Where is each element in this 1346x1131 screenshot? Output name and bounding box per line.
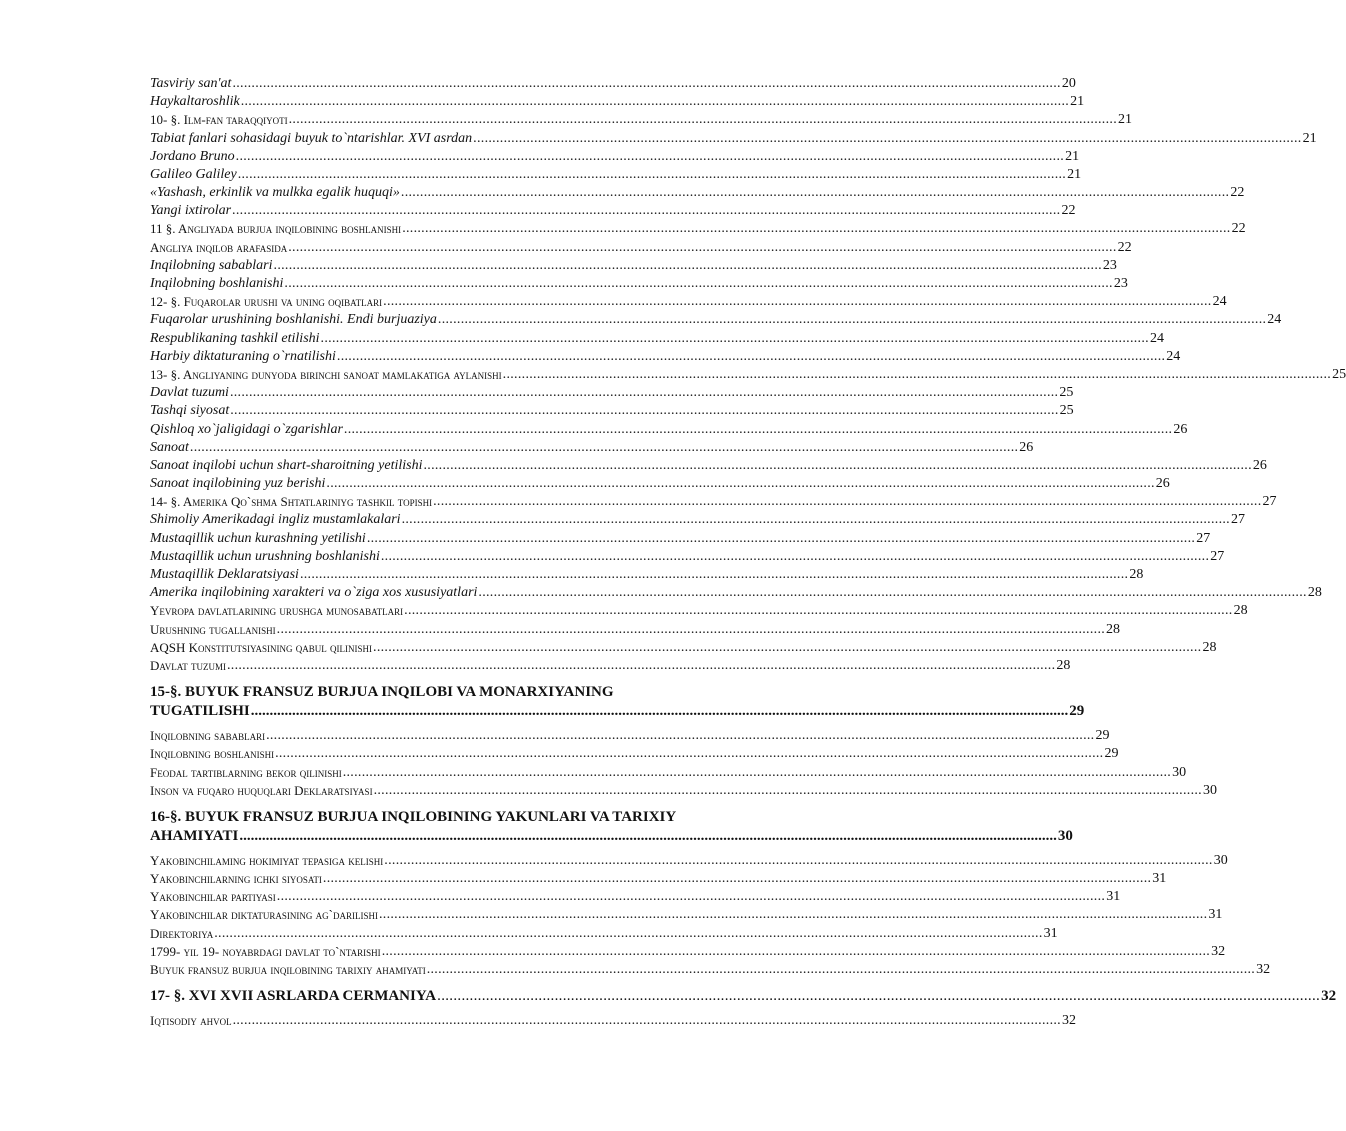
- toc-page-number: 21: [1118, 112, 1132, 128]
- toc-entry-title: 13- §. Angliyaning dunyoda birinchi sanoat mamlakatiga aylanishi: [150, 366, 502, 382]
- dot-leader: [402, 511, 1230, 529]
- toc-entry-title: 11 §. Angliyada burjua inqilobining boshlanishi: [150, 221, 402, 237]
- toc-page-number: 31: [1152, 871, 1167, 887]
- toc-entry-title: Mustaqillik uchun urushning boshlanishi: [150, 548, 380, 564]
- toc-page-number: 26: [1173, 421, 1188, 437]
- dot-leader: [277, 888, 1105, 906]
- dot-leader: [367, 530, 1195, 548]
- toc-page-number: 32: [1061, 1013, 1076, 1029]
- toc-entry[interactable]: [150, 764, 1187, 782]
- toc-entry-title: Yakobinchilar partiyasi: [150, 889, 276, 905]
- dot-leader: [275, 745, 1103, 763]
- toc-page-number: 20: [1061, 75, 1076, 91]
- toc-page-number: 21: [1302, 130, 1317, 146]
- dot-leader: [383, 293, 1211, 311]
- dot-leader: [232, 75, 1060, 93]
- toc-entry[interactable]: [150, 293, 1227, 311]
- toc-page-number: 26: [1155, 476, 1170, 492]
- dot-leader: [404, 602, 1232, 620]
- toc-entry[interactable]: [150, 512, 1245, 530]
- toc-page-number: 28: [1106, 621, 1121, 637]
- toc-entry-title: Haykaltaroshlik: [150, 94, 240, 110]
- toc-entry[interactable]: [150, 202, 1076, 220]
- toc-entry-title: Inqilobning sabablari: [150, 728, 266, 744]
- toc-page-number: 24: [1166, 348, 1181, 364]
- dot-leader: [503, 366, 1331, 384]
- dot-leader: [241, 93, 1069, 111]
- toc-page-number: 27: [1262, 494, 1277, 510]
- toc-entry-title: Yakobinchilaming hokimiyat tepasiga kelishi: [150, 852, 384, 868]
- toc-page-number: 21: [1067, 166, 1082, 182]
- toc-entry[interactable]: [150, 530, 1211, 548]
- toc-page-number: 26: [1019, 439, 1034, 455]
- toc-page-number: 28: [1307, 585, 1322, 601]
- toc-page-number: 32: [1211, 943, 1226, 959]
- toc-entry[interactable]: [150, 852, 1228, 870]
- toc-entry[interactable]: [150, 782, 1217, 800]
- dot-leader: [214, 925, 1042, 943]
- toc-entry[interactable]: [150, 166, 1082, 184]
- toc-page-number: 27: [1196, 530, 1211, 546]
- dot-leader: [373, 639, 1201, 657]
- toc-entry[interactable]: [150, 727, 1110, 745]
- dot-leader: [478, 584, 1306, 602]
- toc-entry-title: 10- §. Ilm-fan taraqqiyoti: [150, 112, 288, 128]
- toc-page-number: 24: [1149, 330, 1164, 346]
- toc-chapter-title-line1: 15-§. BUYUK FRANSUZ BURJUA INQILOBI VA MONARXIYANING: [150, 684, 614, 701]
- toc-page-number: 28: [1129, 567, 1144, 583]
- toc-entry-title: Inqilobning boshlanishi: [150, 746, 275, 762]
- dot-leader: [288, 239, 1116, 257]
- dot-leader: [379, 906, 1207, 924]
- dot-leader: [401, 184, 1229, 202]
- toc-entry-title: 12- §. Fuqarolar urushi va uning oqibatlari: [150, 294, 383, 310]
- toc-page-number: 31: [1043, 925, 1058, 941]
- toc-entry[interactable]: [150, 148, 1080, 166]
- toc-entry-title: Yevropa davlatlarining urushga munosabatlari: [150, 603, 404, 619]
- toc-entry[interactable]: [150, 257, 1117, 275]
- toc-entry[interactable]: [150, 621, 1121, 639]
- toc-entry-title: Harbiy diktaturaning o`rnatilishi: [150, 348, 336, 364]
- dot-leader: [374, 782, 1202, 800]
- toc-page-number: 22: [1061, 203, 1076, 219]
- dot-leader: [343, 764, 1171, 782]
- toc-page-number: 22: [1117, 239, 1132, 255]
- dot-leader: [323, 870, 1151, 888]
- dot-leader: [382, 943, 1210, 961]
- dot-leader: [326, 475, 1154, 493]
- toc-page-number: 29: [1104, 746, 1119, 762]
- toc-entry[interactable]: [150, 184, 1245, 202]
- dot-leader: [381, 548, 1209, 566]
- toc-chapter-title-line2: TUGATILISHI: [150, 703, 250, 720]
- toc-entry[interactable]: [150, 111, 1132, 129]
- dot-leader: [277, 621, 1105, 639]
- toc-entry-title: Jordano Bruno: [150, 148, 235, 164]
- dot-leader: [437, 987, 1320, 1006]
- toc-entry-title: Urushning tugallanishi: [150, 621, 276, 637]
- toc-page-number: 30: [1213, 852, 1228, 868]
- toc-entry[interactable]: [150, 602, 1248, 620]
- toc-entry[interactable]: [150, 402, 1074, 420]
- toc-entry[interactable]: [150, 475, 1170, 493]
- toc-entry-title: Fuqarolar urushining boshlanishi. Endi burjuaziya: [150, 312, 437, 328]
- toc-entry[interactable]: [150, 943, 1226, 961]
- toc-page-number: 27: [1230, 512, 1245, 528]
- toc-entry-title: 17- §. XVI XVII ASRLARDA CERMANIYA: [150, 988, 437, 1005]
- dot-leader: [473, 130, 1301, 148]
- toc-entry[interactable]: [150, 907, 1223, 925]
- toc-entry-title: AQSH Konstitutsiyasining qabul qilinishi: [150, 639, 373, 655]
- toc-entry[interactable]: [150, 384, 1074, 402]
- toc-entry-title: Respublikaning tashkil etilishi: [150, 330, 320, 346]
- toc-page-number: 22: [1230, 185, 1245, 201]
- toc-entry-title: Inson va fuqaro huquqlari Deklaratsiyasi: [150, 782, 373, 798]
- toc-entry[interactable]: [150, 311, 1282, 329]
- toc-entry[interactable]: [150, 925, 1058, 943]
- dot-leader: [233, 1012, 1061, 1030]
- toc-entry[interactable]: [150, 961, 1271, 979]
- toc-entry[interactable]: [150, 657, 1071, 675]
- toc-entry[interactable]: [150, 1012, 1076, 1030]
- toc-entry[interactable]: [150, 93, 1085, 111]
- toc-page-number: 30: [1172, 764, 1187, 780]
- dot-leader: [284, 275, 1112, 293]
- dot-leader: [384, 852, 1212, 870]
- toc-page-number: 28: [1056, 657, 1071, 673]
- toc-page-number: 26: [1252, 457, 1267, 473]
- toc-entry-title: Yakobinchilar diktaturasining ag`darilishi: [150, 907, 378, 923]
- dot-leader: [230, 402, 1058, 420]
- toc-entry-title: Mustaqillik Deklaratsiyasi: [150, 567, 299, 583]
- toc-page-number: 21: [1070, 94, 1085, 110]
- toc-entry-title: 14- §. Amerika Qo`shma Shtatlariniyg tashkil topishi: [150, 494, 433, 510]
- toc-chapter-title-line1: 16-§. BUYUK FRANSUZ BURJUA INQILOBINING YAKUNLARI VA TARIXIY: [150, 808, 677, 825]
- toc-entry-title: 1799- yil 19- noyabrdagi davlat to`ntarishi: [150, 943, 381, 959]
- dot-leader: [251, 702, 1069, 721]
- toc-page-number: 25: [1059, 385, 1074, 401]
- toc-entry[interactable]: [150, 348, 1181, 366]
- toc-entry-title: Iqtisodiy ahvol: [150, 1013, 232, 1029]
- toc-entry-title: Sanoat inqilobi uchun shart-sharoitning yetilishi: [150, 457, 423, 473]
- dot-leader: [238, 166, 1066, 184]
- toc-entry[interactable]: [150, 439, 1034, 457]
- dot-leader: [190, 439, 1018, 457]
- toc-entry[interactable]: [150, 457, 1267, 475]
- toc-page-number: 30: [1057, 827, 1073, 844]
- toc-chapter-heading[interactable]: [150, 987, 1337, 1006]
- toc-entry-title: Tabiat fanlari sohasidagi buyuk to`ntarishlar. XVI asrdan: [150, 130, 473, 146]
- toc-entry-title: Inqilobning boshlanishi: [150, 276, 284, 292]
- toc-entry-title: Sanoat: [150, 439, 189, 455]
- dot-leader: [402, 220, 1230, 238]
- toc-entry-title: Shimoliy Amerikadagi ingliz mustamlakalari: [150, 512, 401, 528]
- toc-page-number: 23: [1102, 257, 1117, 273]
- toc-page-number: 24: [1267, 312, 1282, 328]
- toc-page-number: 23: [1113, 276, 1128, 292]
- toc-entry-title: Davlat tuzumi: [150, 657, 226, 673]
- toc-entry[interactable]: [150, 75, 1076, 93]
- toc-entry[interactable]: [150, 275, 1128, 293]
- toc-chapter-heading[interactable]: [150, 808, 1073, 846]
- toc-page-number: 22: [1231, 221, 1246, 237]
- toc-entry-title: Direktoriya: [150, 925, 214, 941]
- dot-leader: [433, 493, 1261, 511]
- dot-leader: [289, 111, 1117, 129]
- dot-leader: [227, 657, 1055, 675]
- dot-leader: [423, 457, 1251, 475]
- toc-entry-title: Mustaqillik uchun kurashning yetilishi: [150, 530, 366, 546]
- toc-entry[interactable]: [150, 330, 1164, 348]
- toc-entry-title: Davlat tuzumi: [150, 385, 229, 401]
- dot-leader: [438, 311, 1266, 329]
- toc-page-number: 28: [1233, 603, 1248, 619]
- toc-entry[interactable]: [150, 888, 1121, 906]
- dot-leader: [239, 827, 1057, 846]
- dot-leader: [337, 348, 1165, 366]
- toc-entry[interactable]: [150, 870, 1167, 888]
- toc-entry[interactable]: [150, 639, 1217, 657]
- dot-leader: [230, 384, 1058, 402]
- toc-page-number: 31: [1208, 907, 1223, 923]
- toc-entry-title: Yakobinchilarning ichki siyosati: [150, 871, 322, 887]
- toc-entry-title: Qishloq xo`jaligidagi o`zgarishlar: [150, 421, 343, 437]
- toc-entry-title: Amerika inqilobining xarakteri va o`ziga xos xususiyatlari: [150, 585, 478, 601]
- toc-page-number: 27: [1210, 548, 1225, 564]
- toc-page-number: 24: [1212, 294, 1227, 310]
- toc-entry[interactable]: [150, 493, 1277, 511]
- toc-entry-title: Galileo Galiley: [150, 166, 237, 182]
- dot-leader: [344, 421, 1172, 439]
- toc-page-number: 29: [1069, 703, 1085, 720]
- toc-entry[interactable]: [150, 566, 1144, 584]
- toc-entry-title: Yangi ixtirolar: [150, 203, 232, 219]
- toc-page-number: 30: [1202, 782, 1217, 798]
- toc-page-number: 28: [1202, 639, 1217, 655]
- dot-leader: [300, 566, 1128, 584]
- toc-entry[interactable]: [150, 548, 1225, 566]
- toc-entry-title: Sanoat inqilobining yuz berishi: [150, 476, 326, 492]
- dot-leader: [236, 148, 1064, 166]
- toc-page-number: 25: [1332, 366, 1346, 382]
- dot-leader: [321, 330, 1149, 348]
- toc-entry[interactable]: [150, 130, 1317, 148]
- toc-entry[interactable]: [150, 745, 1119, 763]
- dot-leader: [266, 727, 1094, 745]
- toc-entry-title: Tashqi siyosat: [150, 403, 230, 419]
- toc-page-number: 32: [1321, 988, 1337, 1005]
- toc-entry-title: «Yashash, erkinlik va mulkka egalik huquqi»: [150, 185, 400, 201]
- toc-page-number: 21: [1065, 148, 1080, 164]
- toc-entry-title: Buyuk fransuz burjua inqilobining tarixiy ahamiyati: [150, 962, 426, 978]
- toc-page-number: 31: [1106, 889, 1121, 905]
- toc-chapter-title-line2: AHAMIYATI: [150, 827, 239, 844]
- dot-leader: [232, 202, 1060, 220]
- toc-entry-title: Angliya inqilob arafasida: [150, 239, 288, 255]
- dot-leader: [427, 961, 1255, 979]
- toc-entry[interactable]: [150, 421, 1188, 439]
- toc-page-number: 29: [1095, 728, 1110, 744]
- toc-entry[interactable]: [150, 239, 1132, 257]
- toc-entry-title: Tasviriy san'at: [150, 75, 232, 91]
- toc-entry-title: Feodal tartiblarning bekor qilinishi: [150, 764, 342, 780]
- dot-leader: [274, 257, 1102, 275]
- table-of-contents: [150, 75, 1346, 1030]
- toc-page-number: 32: [1256, 962, 1271, 978]
- toc-entry[interactable]: [150, 584, 1322, 602]
- toc-entry-title: Inqilobning sabablari: [150, 257, 273, 273]
- toc-entry[interactable]: [150, 366, 1346, 384]
- toc-entry[interactable]: [150, 221, 1246, 239]
- toc-page-number: 25: [1059, 403, 1074, 419]
- toc-chapter-heading[interactable]: [150, 683, 1085, 721]
